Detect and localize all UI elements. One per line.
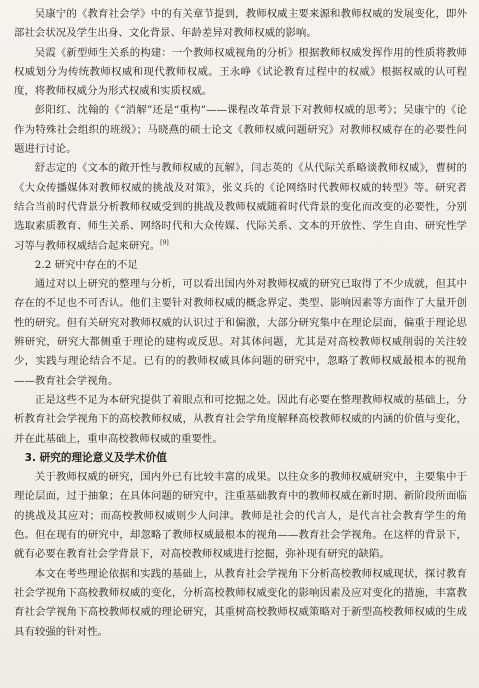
paragraph-significance-body: 关于教师权威的研究，国内外已有比较丰富的成果。以往众多的教师权威研究中，主要集中于理论层面，过于抽象；在具体问题的研究中，注重基础教育中的教师权威在新时期、新阶段所面临的挑战及其应对；而高校教师权威则少人问津。教师是社会的代言人，是代言社会教育学生的角色。但在现有的研究中，却忽略了教师权威最根本的视角——教育社会学视角。在这样的背景下，就有必要在教育社会学背景下，对高校教师权威进行挖掘，弥补现有研究的缺陷。	[14, 471, 467, 561]
paragraph-era-challenges-text: 舒志定的《文本的敞开性与教师权威的瓦解》，闫志英的《从代际关系略谈教师权威》，曹树的《大众传播媒体对教师权威的挑战及对策》，张义兵的《论网络时代教师权威的转型》等。研究者结合当前时代背景分析教师权威受到的挑战及教师权威随着时代背景的变化而改变的必要性，分别选取素质教育、师生关系、网络时代和大众传媒、代际关系、文本的开放性、学生自由、研究性学习等与教师权威结合起来研究。	[14, 162, 467, 252]
paragraph-era-challenges	[14, 159, 467, 255]
section-heading-shortcomings: 2.2 研究中存在的不足	[34, 258, 138, 271]
paragraph-research-focus: 正是这些不足为本研究提供了着眼点和可挖掘之处。因此有必要在整理教师权威的基础上，分析教育社会学视角下的高校教师权威，从教育社会学角度解释高校教师权威的内涵的价值与变化，并在此基础上，重申高校教师权威的重要性。	[14, 393, 467, 445]
paragraph-research-shortcomings: 通过对以上研究的整理与分析，可以看出国内外对教师权威的研究已取得了不少成就，但其中存在的不足也不可否认。他们主要针对教师权威的概念界定、类型、影响因素等方面作了大量开创性的研究。但有关研究对教师权威的认识过于和偏激，大部分研究集中在理论层面，偏重于理论思辨研究，研究大都侧重于理论的建构或反思。对其体问题，尤其是对高校教师权威削弱的关注较少，实践与理论结合不足。已有的的教师权威具体问题的研究中，忽略了教师权威最根本的视角——教育社会学视角。	[14, 278, 467, 387]
section-heading-theoretical-significance: 3. 研究的理论意义及学术价值	[24, 451, 167, 464]
paragraph-paper-outline: 本文在考些理论依据和实践的基础上，从教育社会学视角下分析高校教师权威现状，探讨教育社会学视角下高校教师权威的变化，分析高校教师权威变化的影响因素及应对变化的措施，丰富教育社会学视角下高校教师权威的理论研究，其重树高校教师权威策略对于新型高校教师权威的生成具有较强的针对性。	[14, 567, 467, 638]
paragraph-wu-xia-teacher-authority: 吴霞《新型师生关系的构建：一个教师权威视角的分析》根据教师权威发挥作用的性质将教师权威划分为传统教师权威和现代教师权威。王永峥《试论教育过程中的权威》根据权威的认可程度，将教师权威分为形式权威和实质权威。	[14, 46, 467, 98]
paragraph-dissolve-or-reconstruct: 彭阳红、沈翰的《“消解”还是“重构”——课程改革背景下对教师权威的思考》；吴康宁的《论作为特殊社会组织的班级》；马晓燕的硕士论文《教师权威问题研究》对教师权威存在的必要性问题进行讨论。	[14, 104, 467, 156]
paragraph-wu-kangning-sociology: 吴康宁的《教育社会学》中的有关章节提到，教师权威主要来源和教师权威的发展变化，即外部社会状况及学生出身、文化背景、年龄差异对教师权威的影响。	[14, 8, 467, 40]
citation-marker: [9]	[160, 239, 169, 247]
